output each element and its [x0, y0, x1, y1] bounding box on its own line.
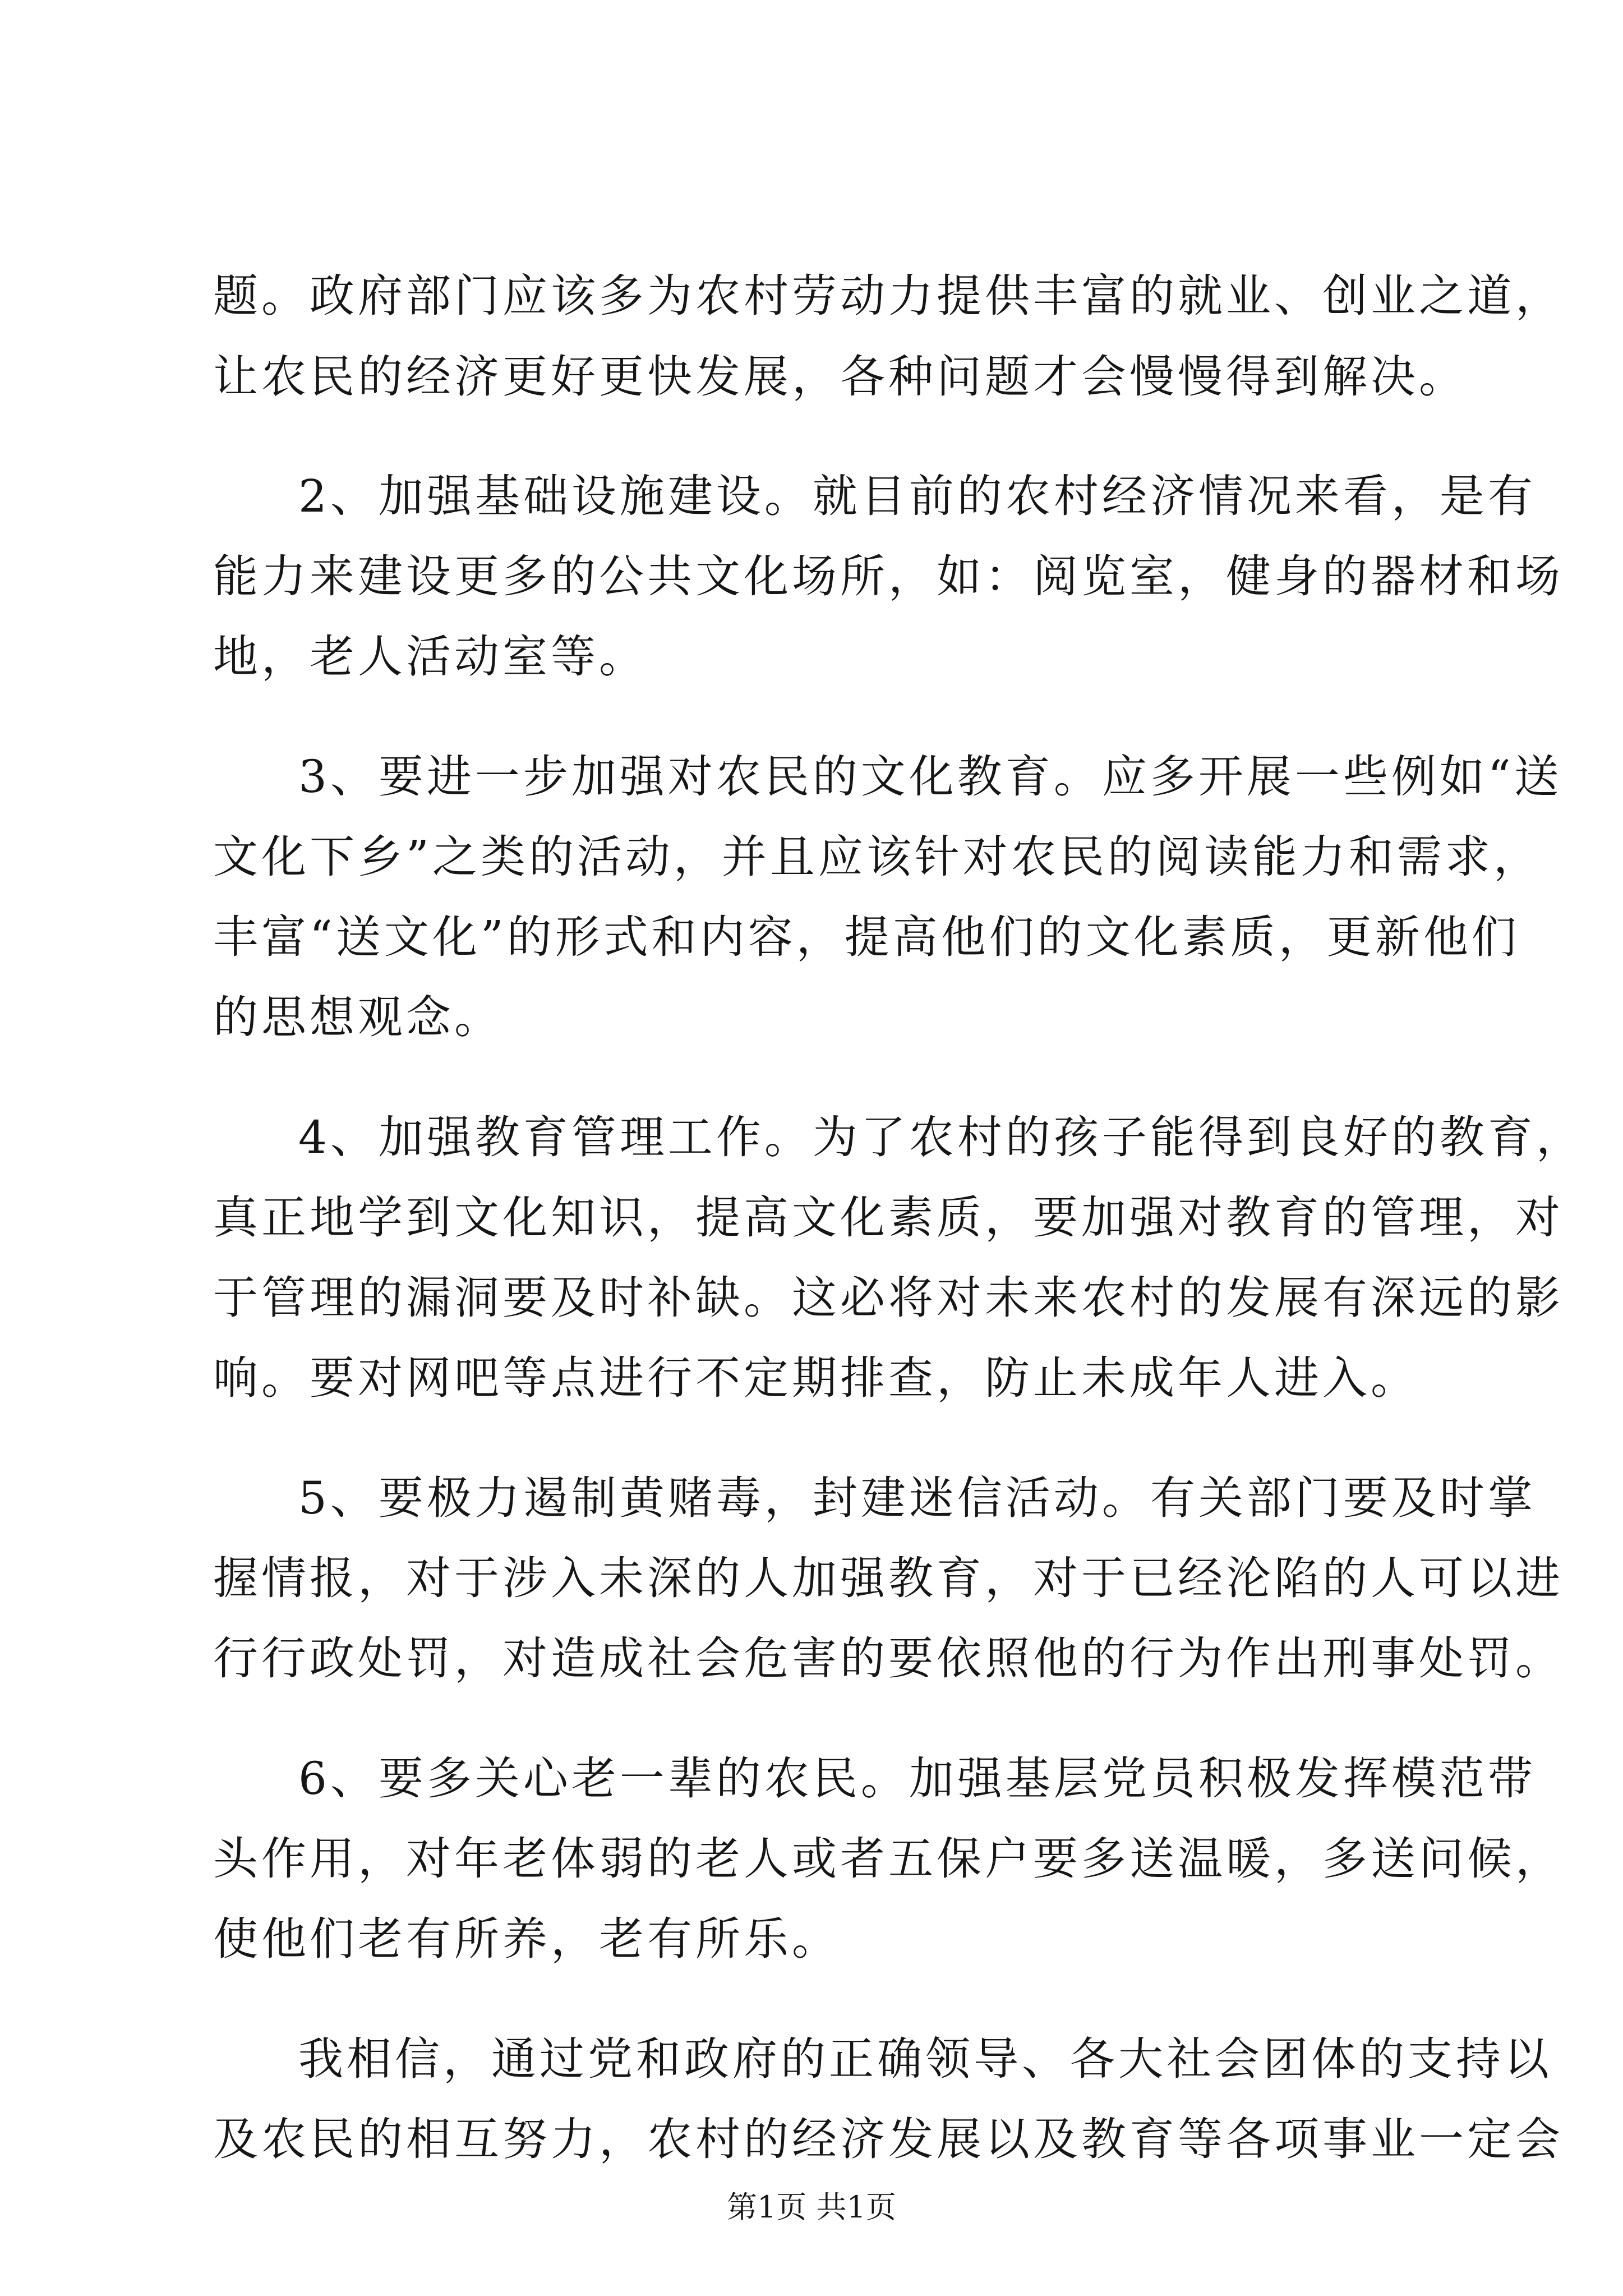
text-line: 丰富“送文化”的形式和内容，提高他们的文化素质，更新他们 [213, 911, 1520, 963]
text-line: 及农民的相互努力，农村的经济发展以及教育等各项事业一定会 [213, 2113, 1564, 2165]
text-line: 握情报，对于涉入未深的人加强教育，对于已经沦陷的人可以进 [213, 1552, 1564, 1604]
text-line: 我相信，通过党和政府的正确领导、各大社会团体的支持以 [298, 2033, 1552, 2085]
text-line: 3、要进一步加强对农民的文化教育。应多开展一些例如“送 [298, 751, 1562, 803]
text-line: 于管理的漏洞要及时补缺。这必将对未来农村的发展有深远的影 [213, 1272, 1564, 1324]
text-line: 题。政府部门应该多为农村劳动力提供丰富的就业、创业之道， [213, 270, 1564, 322]
text-line: 响。要对网吧等点进行不定期排查，防止未成年人进入。 [213, 1352, 1419, 1404]
text-line: 真正地学到文化知识，提高文化素质，要加强对教育的管理，对 [213, 1191, 1564, 1244]
text-line: 头作用，对年老体弱的老人或者五保户要多送温暖，多送问候， [213, 1833, 1564, 1885]
text-line: 地，老人活动室等。 [213, 631, 647, 683]
text-line: 让农民的经济更好更快发展，各种问题才会慢慢得到解决。 [213, 351, 1467, 403]
text-line: 2、加强基础设施建设。就目前的农村经济情况来看，是有 [298, 470, 1536, 522]
text-line: 能力来建设更多的公共文化场所，如：阅览室，健身的器材和场 [213, 550, 1564, 602]
text-line: 6、要多关心老一辈的农民。加强基层党员积极发挥模范带 [298, 1752, 1536, 1805]
page-footer: 第1页 共1页 [727, 2189, 896, 2225]
text-line: 使他们老有所养，老有所乐。 [213, 1913, 840, 1965]
text-line: 行行政处罚，对造成社会危害的要依照他的行为作出刑事处罚。 [213, 1632, 1564, 1685]
text-line: 的思想观念。 [213, 991, 502, 1043]
text-line: 文化下乡”之类的活动，并且应该针对农民的阅读能力和需求， [213, 831, 1542, 883]
text-line: 4、加强教育管理工作。为了农村的孩子能得到良好的教育， [298, 1111, 1584, 1163]
text-line: 5、要极力遏制黄赌毒，封建迷信活动。有关部门要及时掌 [298, 1472, 1536, 1524]
